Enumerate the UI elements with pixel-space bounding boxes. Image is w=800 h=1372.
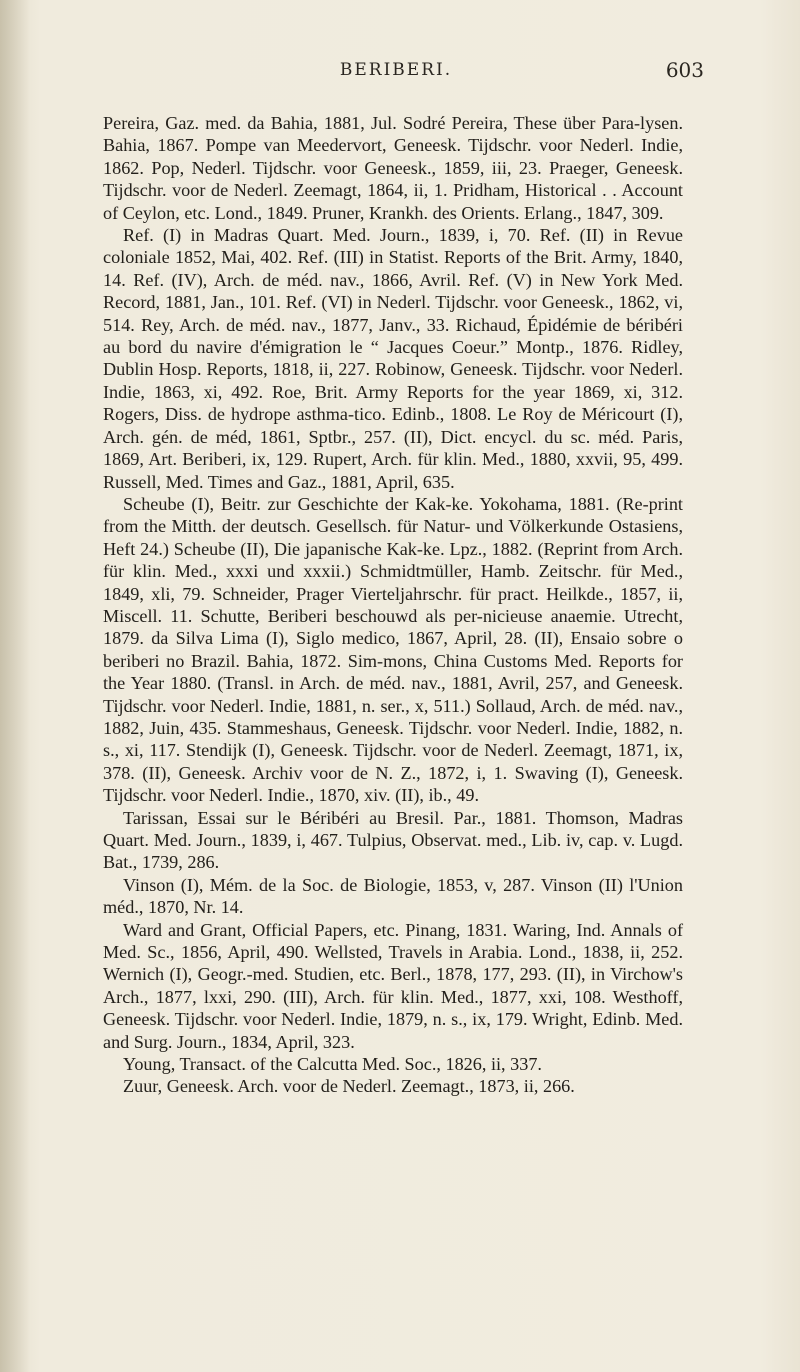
bibliography-paragraph-y: Young, Transact. of the Calcutta Med. Soc., 1826, ii, 337. xyxy=(123,1054,542,1075)
bibliography-paragraph-t: Tarissan, Essai sur le Béribéri au Bresil. Par., 1881. Thomson, Madras Quart. Med. Journ., 1839, i, 467. Tulpius, Observat. med., Lib. iv, cap. v. Lugd. Bat., 1739, 286. xyxy=(103,807,683,873)
page-number: 603 xyxy=(665,58,704,82)
bibliography-paragraph-v: Vinson (I), Mém. de la Soc. de Biologie, 1853, v, 287. Vinson (II) l'Union méd., 1870, Nr. 14. xyxy=(103,874,683,918)
bibliography-paragraph-s: Scheube (I), Beitr. zur Geschichte der Kak-ke. Yokohama, 1881. (Re-print from the Mitth. der deutsch. Gesellsch. für Natur- und Völkerkunde Ostasiens, Heft 24.) Scheube (II), Die japanische Kak-ke. Lpz., 1882. (Reprint from Arch. für klin. Med., xxxi und xxxii.) Schmidtmüller, Hamb. Zeitschr. für Med., 1849, xli, 79. Schneider, Prager Vierteljahrschr. für pract. Heilkde., 1857, ii, Miscell. 11. Schutte, Beriberi beschouwd als per-nicieuse anaemie. Utrecht, 1879. da Silva Lima (I), Siglo medico, 1867, April, 28. (II), Ensaio sobre o beriberi no Brazil. Bahia, 1872. Sim-mons, China Customs Med. Reports for the Year 1880. (Transl. in Arch. de méd. nav., 1881, Avril, 257, and Geneesk. Tijdschr. voor Nederl. Indie, 1881, n. ser., x, 511.) Sollaud, Arch. de méd. nav., 1882, Juin, 435. Stammeshaus, Geneesk. Tijdschr. voor Nederl. Indie, 1882, n. s., xi, 117. Stendijk (I), Geneesk. Tijdschr. voor de Nederl. Zeemagt, 1871, ix, 378. (II), Geneesk. Archiv voor de N. Z., 1872, i, 1. Swaving (I), Geneesk. Tijdschr. voor Nederl. Indie., 1870, xiv. (II), ib., 49. xyxy=(103,493,683,806)
page-header xyxy=(0,58,800,88)
bibliography-paragraph-p: Pereira, Gaz. med. da Bahia, 1881, Jul. Sodré Pereira, These über Para-lysen. Bahia, 1867. Pompe van Meedervort, Geneesk. Tijdschr. voor Nederl. Indie, 1862. Pop, Nederl. Tijdschr. voor Geneesk., 1859, iii, 23. Praeger, Geneesk. Tijdschr. voor de Nederl. Zeemagt, 1864, ii, 1. Pridham, Historical . . Account of Ceylon, etc. Lond., 1849. Pruner, Krankh. des Orients. Erlang., 1847, 309. xyxy=(103,113,683,223)
running-title: BERIBERI. xyxy=(339,60,453,80)
spine-shadow xyxy=(0,0,30,1372)
bibliography-text xyxy=(103,112,683,1098)
bibliography-paragraph-r: Ref. (I) in Madras Quart. Med. Journ., 1839, i, 70. Ref. (II) in Revue coloniale 1852, Mai, 402. Ref. (III) in Statist. Reports of the Brit. Army, 1840, 14. Ref. (IV), Arch. de méd. nav., 1866, Avril. Ref. (V) in New York Med. Record, 1881, Jan., 101. Ref. (VI) in Nederl. Tijdschr. voor Geneesk., 1862, vi, 514. Rey, Arch. de méd. nav., 1877, Janv., 33. Richaud, Épidémie de béribéri au bord du navire d'émigration le “ Jacques Coeur.” Montp., 1876. Ridley, Dublin Hosp. Reports, 1818, ii, 227. Robinow, Geneesk. Tijdschr. voor Nederl. Indie, 1863, xi, 492. Roe, Brit. Army Reports for the year 1869, xi, 312. Rogers, Diss. de hydrope asthma-tico. Edinb., 1808. Le Roy de Méricourt (I), Arch. gén. de méd, 1861, Sptbr., 257. (II), Dict. encycl. du sc. méd. Paris, 1869, Art. Beriberi, ix, 129. Rupert, Arch. für klin. Med., 1880, xxvii, 95, 499. Russell, Med. Times and Gaz., 1881, April, 635. xyxy=(103,225,683,492)
bibliography-paragraph-w: Ward and Grant, Official Papers, etc. Pinang, 1831. Waring, Ind. Annals of Med. Sc., 1856, April, 490. Wellsted, Travels in Arabia. Lond., 1838, ii, 252. Wernich (I), Geogr.-med. Studien, etc. Berl., 1878, 177, 293. (II), in Virchow's Arch., 1877, lxxi, 290. (III), Arch. für klin. Med., 1877, xxi, 108. Westhoff, Geneesk. Tijdschr. voor Nederl. Indie, 1879, n. s., ix, 179. Wright, Edinb. Med. and Surg. Journ., 1834, April, 323. xyxy=(103,919,683,1052)
bibliography-paragraph-z: Zuur, Geneesk. Arch. voor de Nederl. Zeemagt., 1873, ii, 266. xyxy=(123,1076,575,1097)
